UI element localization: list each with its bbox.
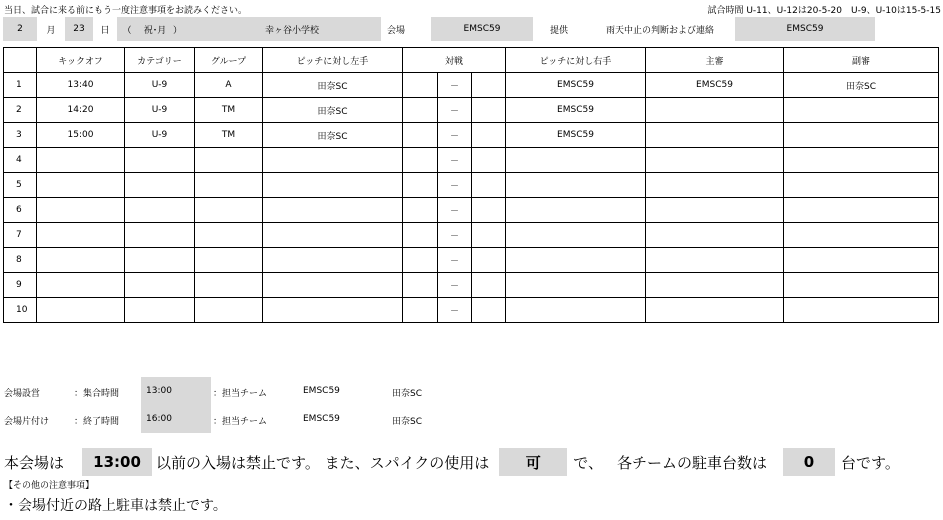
right-team (506, 148, 646, 173)
col-header-match: 対戦 (403, 48, 506, 73)
assistant-referee (784, 173, 939, 198)
table-row (4, 98, 939, 123)
match-right-score (472, 273, 506, 298)
referee (646, 148, 784, 173)
right-team: EMSC59 (506, 73, 646, 98)
referee (646, 223, 784, 248)
referee (646, 98, 784, 123)
left-team (263, 273, 403, 298)
table-row (4, 223, 939, 248)
kickoff-time (37, 148, 125, 173)
referee (646, 298, 784, 323)
referee (646, 248, 784, 273)
row-number: 1 (4, 73, 37, 98)
rules-part-2: 以前の入場は禁止です。 また、スパイクの使用は (156, 453, 490, 472)
row-number: 9 (4, 273, 37, 298)
left-team: 田奈SC (263, 123, 403, 148)
right-team (506, 298, 646, 323)
group (195, 298, 263, 323)
rules-part-3: で、 (573, 453, 603, 472)
assistant-referee (784, 123, 939, 148)
category: U-9 (125, 123, 195, 148)
left-team (263, 298, 403, 323)
setup-team-1: EMSC59 (303, 386, 340, 396)
setup-label: 会場設営 (4, 389, 41, 399)
category (125, 248, 195, 273)
match-right-score (472, 223, 506, 248)
kickoff-time (37, 298, 125, 323)
parking-count: 0 (783, 448, 835, 476)
category (125, 148, 195, 173)
match-left-score (403, 98, 438, 123)
row-number: 7 (4, 223, 37, 248)
row-spacer (875, 17, 940, 41)
table-row (4, 198, 939, 223)
assistant-referee (784, 98, 939, 123)
match-left-score (403, 298, 438, 323)
rules-part-4: 各チームの駐車台数は (617, 453, 768, 472)
teardown-team-1: EMSC59 (303, 414, 340, 424)
col-header-referee: 主審 (646, 48, 784, 73)
left-team (263, 148, 403, 173)
match-left-score (403, 248, 438, 273)
col-header-assistant: 副審 (784, 48, 939, 73)
rain-decision-label: 雨天中止の判断および連絡 (605, 25, 714, 36)
right-team (506, 273, 646, 298)
month-label: 月 (46, 25, 56, 36)
table-row (4, 173, 939, 198)
entry-time: 13:00 (82, 448, 152, 476)
teardown-team-2: 田奈SC (392, 417, 422, 427)
row-number: 6 (4, 198, 37, 223)
venue-value: EMSC59 (431, 17, 533, 41)
group: A (195, 73, 263, 98)
match-dash: － (438, 198, 472, 223)
match-dash: － (438, 173, 472, 198)
other-notes-heading: 【その他の注意事項】 (4, 481, 95, 491)
left-team (263, 223, 403, 248)
kickoff-time (37, 198, 125, 223)
table-row (4, 148, 939, 173)
match-left-score (403, 73, 438, 98)
teardown-team-label: ：担当チーム (213, 417, 268, 427)
match-left-score (403, 223, 438, 248)
rules-part-5: 台です。 (841, 453, 900, 472)
kickoff-time: 13:40 (37, 73, 125, 98)
header-row (4, 48, 939, 73)
assistant-referee (784, 198, 939, 223)
row-number: 8 (4, 248, 37, 273)
teardown-label: 会場片付け (4, 417, 50, 427)
right-team (506, 223, 646, 248)
category: U-9 (125, 98, 195, 123)
provider-label: 提供 (549, 25, 568, 36)
match-dash: － (438, 98, 472, 123)
setup-team-label: ：担当チーム (213, 389, 268, 399)
venue-label: 会場 (387, 25, 406, 36)
match-right-score (472, 73, 506, 98)
match-left-score (403, 148, 438, 173)
match-time-text: 試合時間 U-11、U-12は20-5-20 U-9、U-10は15-5-15 (707, 6, 941, 16)
match-dash: － (438, 148, 472, 173)
paren-close: ） (173, 17, 203, 41)
match-dash: － (438, 273, 472, 298)
category (125, 173, 195, 198)
col-header-kickoff: キックオフ (37, 48, 125, 73)
match-dash: － (438, 123, 472, 148)
match-left-score (403, 123, 438, 148)
table-row (4, 248, 939, 273)
kickoff-time: 15:00 (37, 123, 125, 148)
match-right-score (472, 198, 506, 223)
group: TM (195, 98, 263, 123)
kickoff-time (37, 173, 125, 198)
match-dash: － (438, 73, 472, 98)
note-item: ・会場付近の路上駐車は禁止です。 (4, 498, 227, 514)
left-team (263, 248, 403, 273)
category: U-9 (125, 73, 195, 98)
date-venue-row (3, 17, 940, 41)
day-label: 日 (100, 25, 110, 36)
col-header-left-team: ピッチに対し左手 (263, 48, 403, 73)
table-row (4, 298, 939, 323)
match-right-score (472, 173, 506, 198)
table-row (4, 123, 939, 148)
kickoff-time (37, 223, 125, 248)
row-number: 2 (4, 98, 37, 123)
referee: EMSC59 (646, 73, 784, 98)
group (195, 198, 263, 223)
kickoff-time: 14:20 (37, 98, 125, 123)
match-right-score (472, 148, 506, 173)
referee (646, 123, 784, 148)
kickoff-time (37, 273, 125, 298)
group (195, 173, 263, 198)
category (125, 223, 195, 248)
col-header-no (4, 48, 37, 73)
left-team: 田奈SC (263, 98, 403, 123)
group (195, 148, 263, 173)
setup-time: 13:00 (146, 386, 172, 396)
match-right-score (472, 248, 506, 273)
row-number: 4 (4, 148, 37, 173)
spike-allowed: 可 (499, 448, 567, 476)
group (195, 248, 263, 273)
table-row (4, 73, 939, 98)
referee (646, 273, 784, 298)
assistant-referee (784, 223, 939, 248)
left-team (263, 173, 403, 198)
right-team (506, 173, 646, 198)
right-team: EMSC59 (506, 123, 646, 148)
paren-open: （ (117, 17, 137, 41)
match-left-score (403, 273, 438, 298)
assistant-referee (784, 273, 939, 298)
left-team (263, 198, 403, 223)
assistant-referee (784, 298, 939, 323)
day-value: 23 (65, 17, 93, 41)
month-value: 2 (3, 17, 37, 41)
assistant-referee: 田奈SC (784, 73, 939, 98)
rules-line (4, 448, 943, 476)
match-dash: － (438, 223, 472, 248)
school-name: 幸ヶ谷小学校 (203, 17, 381, 41)
col-header-category: カテゴリー (125, 48, 195, 73)
referee (646, 173, 784, 198)
assistant-referee (784, 248, 939, 273)
referee (646, 198, 784, 223)
match-dash: － (438, 298, 472, 323)
match-left-score (403, 173, 438, 198)
left-team: 田奈SC (263, 73, 403, 98)
group: TM (195, 123, 263, 148)
rain-contact-value: EMSC59 (735, 17, 875, 41)
category (125, 298, 195, 323)
match-dash: － (438, 248, 472, 273)
category (125, 198, 195, 223)
row-number: 3 (4, 123, 37, 148)
setup-time-label: ：集合時間 (74, 389, 120, 399)
table-row (4, 273, 939, 298)
category (125, 273, 195, 298)
col-header-group: グループ (195, 48, 263, 73)
row-number: 5 (4, 173, 37, 198)
right-team (506, 198, 646, 223)
teardown-time-label: ：終了時間 (74, 417, 120, 427)
col-header-right-team: ピッチに対し右手 (506, 48, 646, 73)
notice-text: 当日、試合に来る前にもう一度注意事項をお読みください。 (4, 6, 248, 16)
match-right-score (472, 298, 506, 323)
schedule-table (3, 47, 939, 323)
group (195, 273, 263, 298)
row-number: 10 (4, 298, 37, 323)
match-right-score (472, 98, 506, 123)
teardown-time: 16:00 (146, 414, 172, 424)
right-team (506, 248, 646, 273)
group (195, 223, 263, 248)
right-team: EMSC59 (506, 98, 646, 123)
match-right-score (472, 123, 506, 148)
holiday-value: 祝･月 (137, 17, 173, 41)
setup-team-2: 田奈SC (392, 389, 422, 399)
kickoff-time (37, 248, 125, 273)
assistant-referee (784, 148, 939, 173)
rules-part-1: 本会場は (4, 453, 65, 472)
match-left-score (403, 198, 438, 223)
